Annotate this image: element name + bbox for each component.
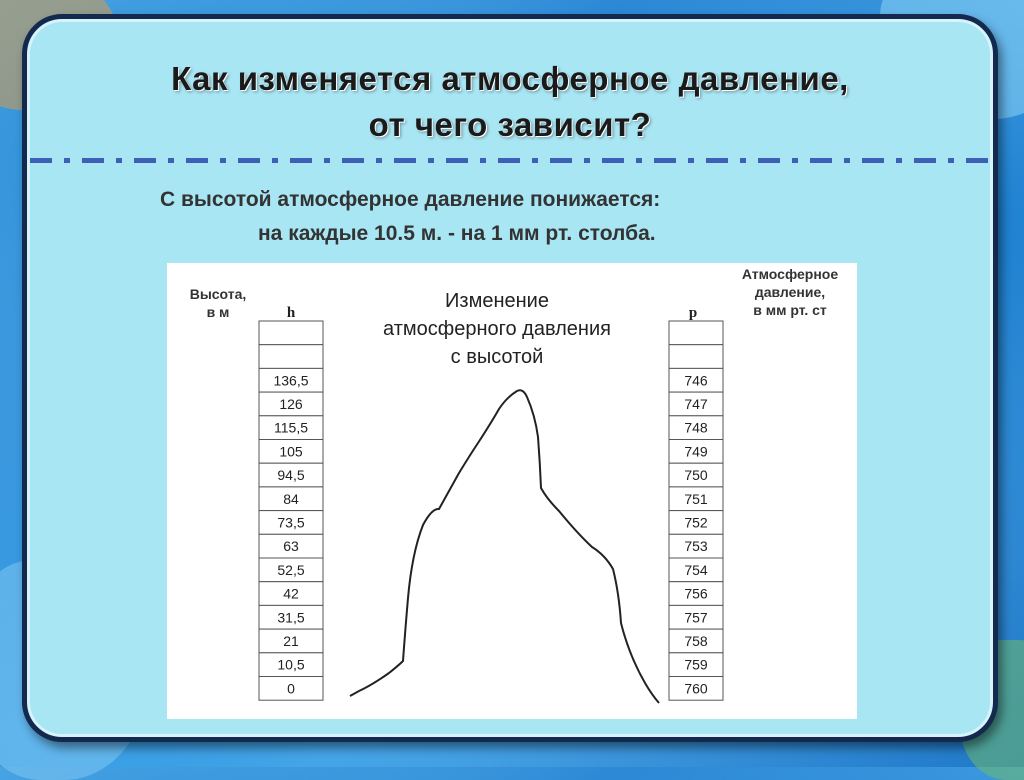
figure-title-line-2: атмосферного давления — [383, 318, 611, 340]
height-value: 73,5 — [277, 514, 305, 531]
height-column-header: h — [286, 305, 296, 321]
left-axis-label-line-1: Высота, — [189, 286, 247, 302]
pressure-altitude-figure — [167, 263, 857, 719]
pressure-value: 759 — [684, 656, 708, 673]
title-line-2: от чего зависит? — [368, 106, 652, 143]
pressure-value: 756 — [684, 585, 708, 602]
height-value: 10,5 — [277, 656, 305, 673]
pressure-value: 753 — [684, 538, 708, 555]
height-value: 0 — [287, 680, 295, 697]
mountain-outline — [350, 390, 659, 703]
slide-title — [22, 56, 998, 148]
pressure-value: 752 — [684, 514, 708, 531]
height-value: 31,5 — [277, 609, 305, 626]
height-value: 42 — [283, 585, 299, 602]
pressure-cell — [669, 345, 723, 369]
pressure-value: 748 — [684, 419, 708, 436]
pressure-value: 754 — [684, 561, 708, 578]
pressure-value: 750 — [684, 467, 708, 484]
height-value: 126 — [279, 395, 303, 412]
height-value: 63 — [283, 538, 299, 555]
right-axis-label-line-2: давление, — [754, 284, 826, 300]
height-value: 84 — [283, 490, 299, 507]
left-axis-label-line-2: в м — [206, 304, 230, 320]
height-value: 94,5 — [277, 467, 305, 484]
dashed-divider — [30, 158, 992, 163]
pressure-value: 760 — [684, 680, 708, 697]
height-value: 136,5 — [273, 372, 309, 389]
figure-title-line-1: Изменение — [445, 290, 549, 312]
height-value: 52,5 — [277, 561, 305, 578]
pressure-value: 757 — [684, 609, 708, 626]
pressure-value: 749 — [684, 443, 708, 460]
pressure-cell — [669, 321, 723, 345]
pressure-value: 746 — [684, 372, 708, 389]
body-text-line-1: С высотой атмосферное давление понижается: — [160, 188, 661, 211]
height-cell — [259, 321, 323, 345]
height-cell — [259, 345, 323, 369]
right-axis-label-line-1: Атмосферное — [741, 266, 839, 282]
pressure-value: 747 — [684, 395, 708, 412]
height-value: 21 — [283, 632, 299, 649]
height-value: 115,5 — [274, 419, 308, 436]
body-text-line-2: на каждые 10.5 м. - на 1 мм рт. столба. — [258, 222, 656, 245]
right-axis-label-line-3: в мм рт. ст — [753, 302, 827, 318]
title-line-1: Как изменяется атмосферное давление, — [171, 60, 849, 97]
height-value: 105 — [279, 443, 303, 460]
figure-drawing — [167, 263, 857, 719]
pressure-value: 758 — [684, 632, 708, 649]
pressure-value: 751 — [684, 490, 708, 507]
figure-title-line-3: с высотой — [450, 346, 544, 368]
pressure-column-header: p — [688, 305, 698, 321]
